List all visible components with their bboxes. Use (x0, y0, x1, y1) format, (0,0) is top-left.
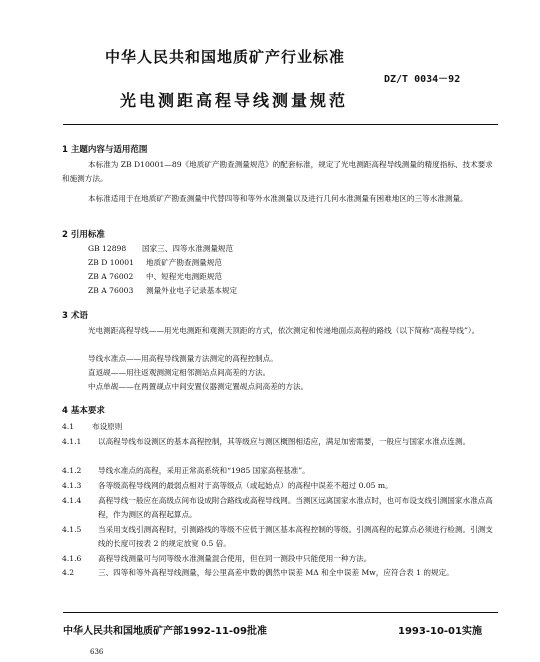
reference-code: ZB A 76003 (88, 286, 134, 295)
reference-code: GB 12898 (88, 244, 127, 253)
reference-code: ZB A 76002 (88, 272, 134, 281)
section-4-heading: 4 基本要求 (62, 406, 105, 416)
clause-text: 以高程导线布设测区的基本高程控制，其等级应与测区概图相适应，满足加密需要，一般应与国家水准点连测。 (98, 437, 471, 446)
reference-title: 测量外业电子记录基本规定 (146, 286, 238, 295)
clause-text: 导线水准点的高程，采用正常高系统和“1985 国家高程基准”。 (98, 466, 310, 475)
header-rule (63, 124, 498, 125)
term-high-traverse: 光电测距高程导线——用光电测距和观测天顶距的方式，依次测定和传递地面点高程的路线（以下简称“高程导线”）。 (88, 326, 480, 335)
section-1-heading: 1 主题内容与适用范围 (62, 145, 148, 155)
clause-number: 4.2 (62, 568, 75, 577)
reference-title: 地质矿产勘查测量规范 (146, 258, 222, 267)
section-3-heading: 3 术语 (62, 311, 88, 321)
term-benchmark: 导线水准点——用高程导线测量方法测定的高程控制点。 (88, 354, 278, 363)
clause-text: 当采用支线引测高程时，引测路线的等级不应低于测区基本高程控制的等级。引测高程的起算点必须进行检测。引测支线的长度可按表 2 的规定放宽 0.5 倍。 (98, 525, 493, 548)
clause-number: 4.1 (62, 422, 75, 431)
clause-text: 高程导线一般应在高级点间布设成附合路线或高程导线网。当测区远离国家水准点时，也可布设支线引测国家水准点高程，作为测区的高程起算点。 (98, 496, 493, 519)
clause-number: 4.1.4 (62, 496, 82, 505)
page-number: 636 (90, 648, 104, 656)
document-title: 光电测距高程导线测量规范 (120, 91, 349, 110)
section-2-heading: 2 引用标准 (62, 230, 105, 240)
term-midpoint-observation: 中点单觇——在两置觇点中间安置仪器测定置觇点间高差的方法。 (88, 382, 309, 391)
clause-number: 4.1.2 (62, 466, 82, 475)
section-1-paragraph-1: 本标准为 ZB D10001—89《地质矿产勘查测量规范》的配套标准，规定了光电测距高程导线测量的精度指标、技术要求和施测方法。 (62, 160, 493, 183)
clause-text: 各等级高程导线网的最弱点相对于高等级点（或起始点）的高程中误差不超过 0.05 m。 (98, 481, 393, 490)
clause-number: 4.1.5 (62, 525, 82, 534)
clause-number: 4.1.1 (62, 437, 82, 446)
footer-rule (63, 612, 498, 613)
term-reciprocal-observation: 直返觇——用往返观测测定相邻测站点间高差的方法。 (88, 368, 271, 377)
clause-text: 三、四等和等外高程导线测量，每公里高差中数的偶然中误差 MΔ 和全中误差 Mw，应符合表 1 的规定。 (98, 568, 454, 577)
clause-text: 高程导线测量可与同等级水准测量混合使用，但在同一测段中只能使用一种方法。 (98, 554, 372, 563)
section-1-paragraph-2: 本标准适用于在地质矿产勘查测量中代替四等和等外水准测量以及进行几何水准测量有困难地区的三等水准测量。 (88, 194, 468, 203)
clause-number: 4.1.3 (62, 481, 82, 490)
clause-number: 4.1.6 (62, 554, 82, 563)
reference-title: 国家三、四等水准测量规范 (142, 244, 234, 253)
standard-code: DZ/T 0034－92 (384, 74, 461, 85)
clause-text: 布设原则 (92, 422, 123, 431)
effective-date: 1993-10-01实施 (398, 626, 482, 637)
reference-title: 中、短程光电测距规范 (146, 272, 222, 281)
approval-line: 中华人民共和国地质矿产部1992-11-09批准 (63, 626, 267, 637)
publisher-title: 中华人民共和国地质矿产行业标准 (105, 48, 346, 66)
reference-code: ZB D 10001 (88, 258, 134, 267)
